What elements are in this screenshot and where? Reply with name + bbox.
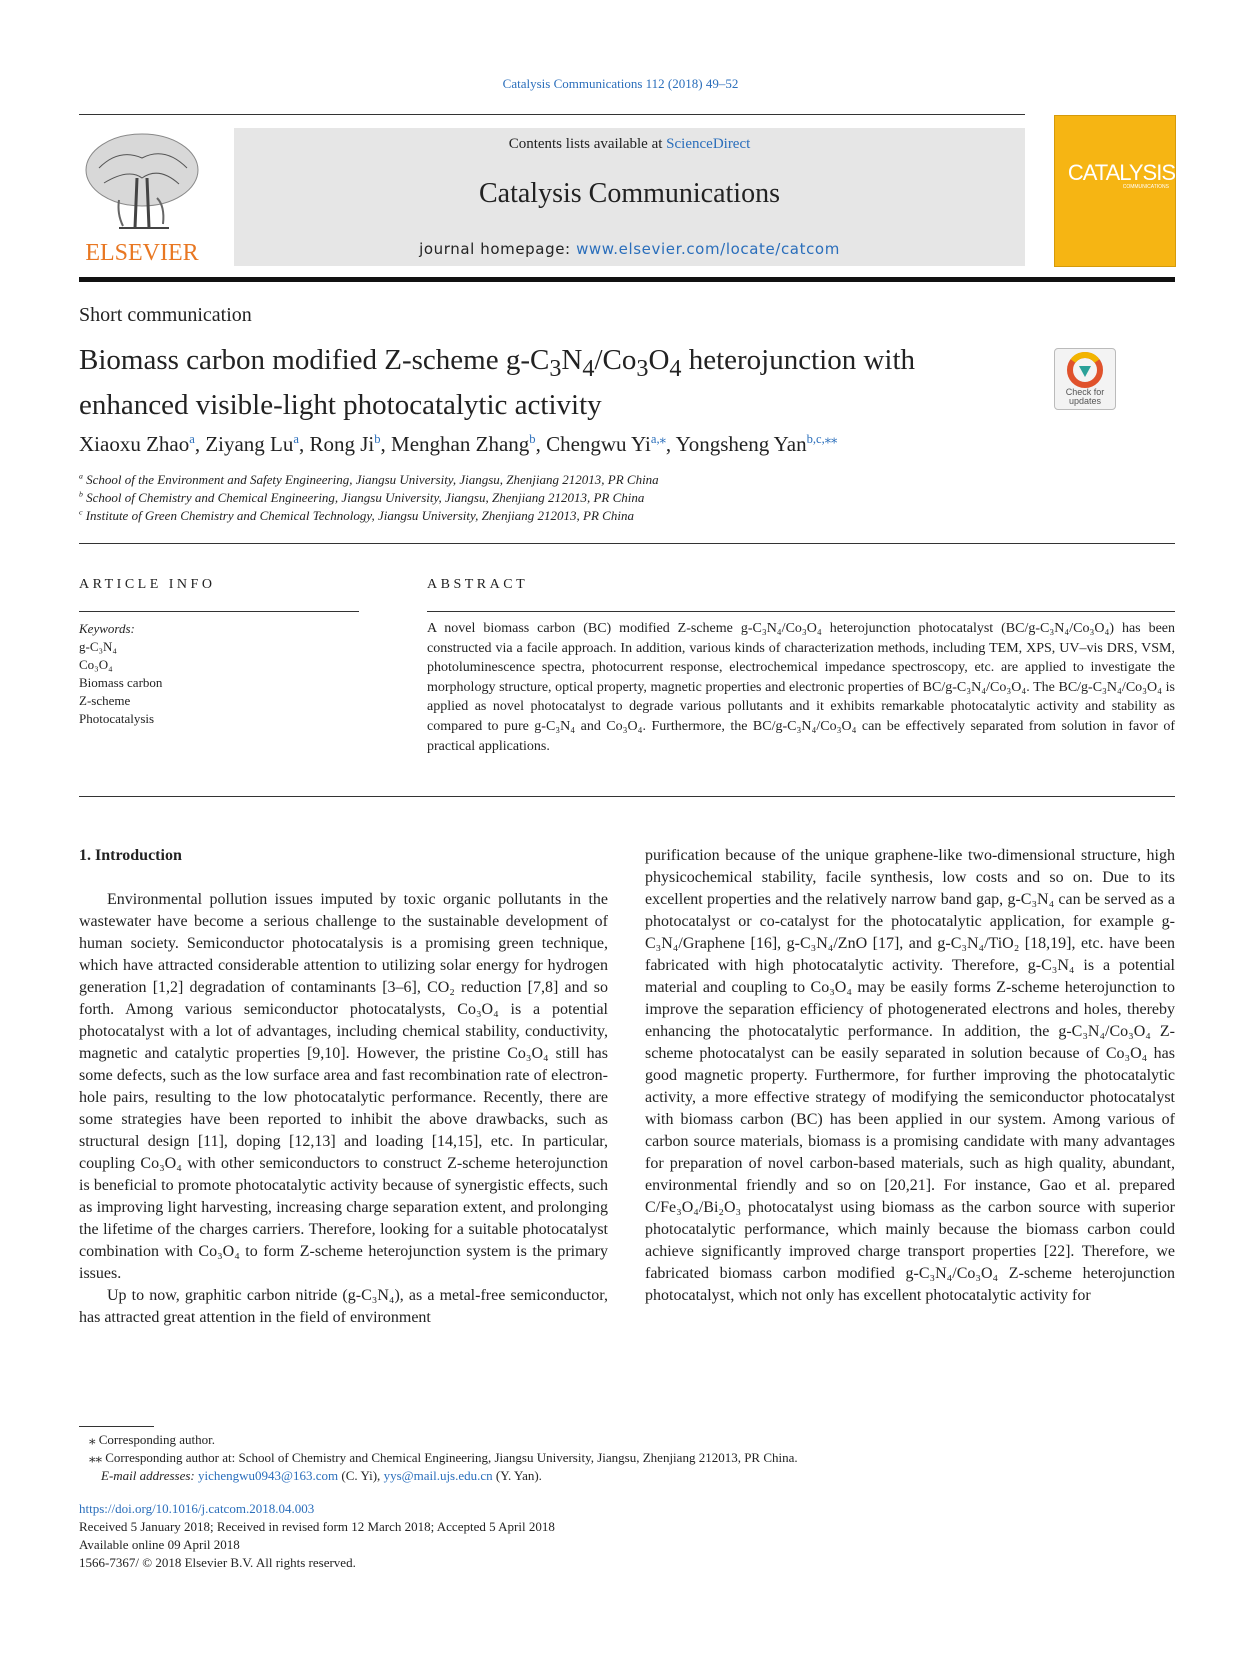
journal-reference[interactable]: Catalysis Communications 112 (2018) 49–52 <box>502 76 739 91</box>
journal-cover-thumbnail[interactable] <box>1054 115 1176 267</box>
article-title <box>79 342 1009 424</box>
contents-line <box>234 136 1025 153</box>
check-updates-label: Check for updates <box>1065 387 1105 406</box>
affiliation-key: a <box>79 471 83 481</box>
title-subscript: 3 <box>636 354 649 382</box>
abstract-heading: ABSTRACT <box>427 577 529 592</box>
section-rule <box>79 796 1175 797</box>
journal-name: Catalysis Communications <box>479 178 780 209</box>
header-rule-thin <box>79 114 1025 115</box>
author-name: Chengwu Yi <box>546 432 651 456</box>
email-label: E-mail addresses: <box>101 1468 195 1483</box>
author-name: Ziyang Lu <box>205 432 294 456</box>
keyword-item: Co₃O₄ <box>79 657 113 672</box>
affiliation-key: c <box>79 507 83 517</box>
section-rule <box>79 543 1175 544</box>
article-info-heading: ARTICLE INFO <box>79 577 216 592</box>
affiliation-text: Institute of Green Chemistry and Chemical Technology, Jiangsu University, Zhenjiang 212013, PR China <box>85 508 634 523</box>
title-text: /Co <box>594 344 637 376</box>
cover-subtitle: COMMUNICATIONS <box>1122 184 1169 190</box>
footnote-emails <box>79 1467 1175 1485</box>
body-paragraph: Up to now, graphitic carbon nitride (g-C₃N₄), as a metal-free semiconductor, has attracted great attention in the field of environment <box>79 1287 608 1326</box>
body-column-left <box>79 845 608 1329</box>
title-text: heterojunction with enhanced visible-light photocatalytic activity <box>79 344 916 421</box>
body-paragraph: Environmental pollution issues imputed by toxic organic pollutants in the wastewater have become a serious challenge to the sustainable development of human society. Semiconductor photocatalysis is a promising green technique, which have attracted considerable attention to utilizing solar energy for hydrogen generation [1,2] degradation of contaminants [3–6], CO₂ reduction [7,8] and so forth. Among various semiconductor photocatalysts, Co₃O₄ is a potential photocatalyst with a lot of advantages, including chemical stability, conductivity, magnetic and catalytic properties [9,10]. However, the pristine Co₃O₄ still has some defects, such as the low surface area and fast recombination rate of electron-hole pairs, resulting to the low photocatalytic performance. Recently, there are some strategies have been reported to inhibit the above drawbacks, such as structural design [11], doping [12,13] and loading [14,15], etc. In particular, coupling Co₃O₄ with other semiconductors to construct Z-scheme heterojunction is beneficial to promote photocatalytic activity because of synergistic effects, such as improving light harvesting, increasing charge separation extent, and prolonging the lifetime of the charges carriers. Therefore, looking for a suitable photocatalyst combination with Co₃O₄ to form Z-scheme heterojunction system is the primary issues. <box>79 891 608 1282</box>
keywords-block <box>79 620 162 728</box>
title-subscript: 3 <box>549 354 562 382</box>
affiliation-item <box>79 489 1079 507</box>
affiliations <box>79 471 1079 525</box>
author-name: Yongsheng Yan <box>675 432 807 456</box>
author-affiliation-marker[interactable]: a <box>293 432 299 446</box>
homepage-prefix: journal homepage: <box>419 240 577 258</box>
elsevier-wordmark: ELSEVIER <box>85 240 199 266</box>
header-rule-thick <box>79 277 1175 282</box>
check-for-updates-button[interactable] <box>1054 348 1116 410</box>
keywords-label: Keywords: <box>79 621 135 636</box>
author-name: Xiaoxu Zhao <box>79 432 190 456</box>
email-link-1[interactable]: yichengwu0943@163.com <box>198 1468 339 1483</box>
title-subscript: 4 <box>582 354 595 382</box>
affiliation-item <box>79 507 1079 525</box>
cover-title: CATALYSIS <box>1067 160 1175 185</box>
elsevier-logo <box>79 128 205 268</box>
author-affiliation-marker[interactable]: b <box>374 432 381 446</box>
title-text: Biomass carbon modified Z-scheme g-C <box>79 344 550 376</box>
email-owner-2: (Y. Yan). <box>492 1468 542 1483</box>
copyright: 1566-7367/ © 2018 Elsevier B.V. All rights reserved. <box>79 1555 356 1570</box>
author-affiliation-marker[interactable]: a,⁎ <box>650 432 666 446</box>
author-list: Xiaoxu Zhao$^a$, Ziyang Lu$^a$, Rong Ji$^b$, Menghan Zhang$^b$, Chengwu $Yi^{a,⁎}$, Yongsheng Yan$^{b,c,⁎⁎}$ <box>79 432 838 456</box>
article-type: Short communication <box>79 304 252 326</box>
doi-link[interactable]: https://doi.org/10.1016/j.catcom.2018.04.003 <box>79 1501 315 1516</box>
section-heading: 1. Introduction <box>79 847 182 864</box>
keyword-item: Z-scheme <box>79 693 131 708</box>
elsevier-tree-icon <box>79 128 205 268</box>
abstract-text: A novel biomass carbon (BC) modified Z-scheme g-C₃N₄/Co₃O₄ heterojunction photocatalyst (BC/g-C₃N₄/Co₃O₄) has been constructed via a facile approach. In addition, various kinds of characterization methods, including TEM, XPS, UV–vis DRS, VSM, photoluminescence spectra, photocurrent response, electrochemical impedance spectroscopy, etc. are applied to investigate the morphology structure, optical property, magnetic properties and electronic properties of BC/g-C₃N₄/Co₃O₄. The BC/g-C₃N₄/Co₃O₄ is applied as novel photocatalyst to degrade various pollutants and it exhibits remarkable photocatalytic activity and stability as compared to pure g-C₃N₄ and Co₃O₄. Furthermore, the BC/g-C₃N₄/Co₃O₄ can be effectively separated from solution in favor of practical applications. <box>427 621 1175 754</box>
author-name: Rong Ji <box>309 432 375 456</box>
keyword-item: Photocatalysis <box>79 711 155 726</box>
available-online: Available online 09 April 2018 <box>79 1537 240 1552</box>
contents-prefix: Contents lists available at <box>508 136 667 152</box>
journal-header-box <box>234 128 1025 266</box>
affiliation-key: b <box>79 489 83 499</box>
homepage-link[interactable]: www.elsevier.com/locate/catcom <box>576 240 840 258</box>
keyword-item: Biomass carbon <box>79 675 163 690</box>
article-info-rule <box>79 611 359 612</box>
footnote-corresponding-2: ⁎⁎ Corresponding author at: School of Chemistry and Chemical Engineering, Jiangsu University, Jiangsu, Zhenjiang 212013, PR China. <box>89 1450 798 1465</box>
footnotes <box>79 1431 1175 1485</box>
author-affiliation-marker[interactable]: b <box>529 432 536 446</box>
email-owner-1: (C. Yi), <box>338 1468 384 1483</box>
sciencedirect-link[interactable]: ScienceDirect <box>666 136 751 152</box>
publication-info <box>79 1500 1079 1572</box>
affiliation-item <box>79 471 1079 489</box>
body-paragraph: purification because of the unique graphene-like two-dimensional structure, high physicochemical stability, facile synthesis, low costs and so on. Due to its excellent properties and the relatively narrow band gap, g-C₃N₄ can be served as a photocatalyst or co-catalyst for the photocatalytic application, for example g-C₃N₄/Graphene [16], g-C₃N₄/ZnO [17], and g-C₃N₄/TiO₂ [18,19], etc. have been fabricated with high photocatalytic activity. Therefore, g-C₃N₄ is a potential material and coupling to Co₃O₄ may be easily forms Z-scheme heterojunction to improve the separation efficiency of photogenerated electrons and holes, thereby enhancing the photocatalytic performance. In addition, the g-C₃N₄/Co₃O₄ Z-scheme photocatalyst can be easily separated in solution because of Co₃O₄ has good magnetic property. Furthermore, for further improving the photocatalytic activity, a more effective strategy of modifying the semiconductor photocatalyst with biomass carbon (BC) has been applied in our system. Among various of carbon source materials, biomass is a promising candidate with many advantages for preparation of novel carbon-based materials, such as high quality, abundant, environmental friendly and so on [20,21]. For instance, Gao et al. prepared C/Fe₃O₄/Bi₂O₃ photocatalyst using biomass as the carbon source with superior photocatalytic performance, which mainly because the biomass carbon could achieve significantly improved charge transport properties [22]. Therefore, we fabricated biomass carbon modified g-C₃N₄/Co₃O₄ Z-scheme heterojunction photocatalyst, which not only has excellent photocatalytic activity for <box>645 847 1175 1304</box>
received-dates: Received 5 January 2018; Received in revised form 12 March 2018; Accepted 5 April 2018 <box>79 1519 555 1534</box>
footnote-rule <box>79 1426 154 1427</box>
footnote-corresponding-1: ⁎ Corresponding author. <box>89 1432 216 1447</box>
title-text: O <box>648 344 670 376</box>
email-link-2[interactable]: yys@mail.ujs.edu.cn <box>383 1468 493 1483</box>
body-column-right <box>645 845 1175 1307</box>
affiliation-text: School of Chemistry and Chemical Engineering, Jiangsu University, Jiangsu, Zhenjiang 212013, PR China <box>86 490 645 505</box>
keyword-item: g-C₃N₄ <box>79 639 117 654</box>
homepage-line <box>234 240 1025 258</box>
affiliation-text: School of the Environment and Safety Engineering, Jiangsu University, Jiangsu, Zhenjiang 212013, PR China <box>86 472 659 487</box>
author-name: Menghan Zhang <box>391 432 530 456</box>
check-updates-icon <box>1055 349 1115 391</box>
title-text: N <box>561 344 583 376</box>
title-subscript: 4 <box>669 354 682 382</box>
abstract-rule <box>427 611 1175 612</box>
author-affiliation-marker[interactable]: a <box>189 432 195 446</box>
author-affiliation-marker[interactable]: b,c,⁎⁎ <box>806 432 838 446</box>
